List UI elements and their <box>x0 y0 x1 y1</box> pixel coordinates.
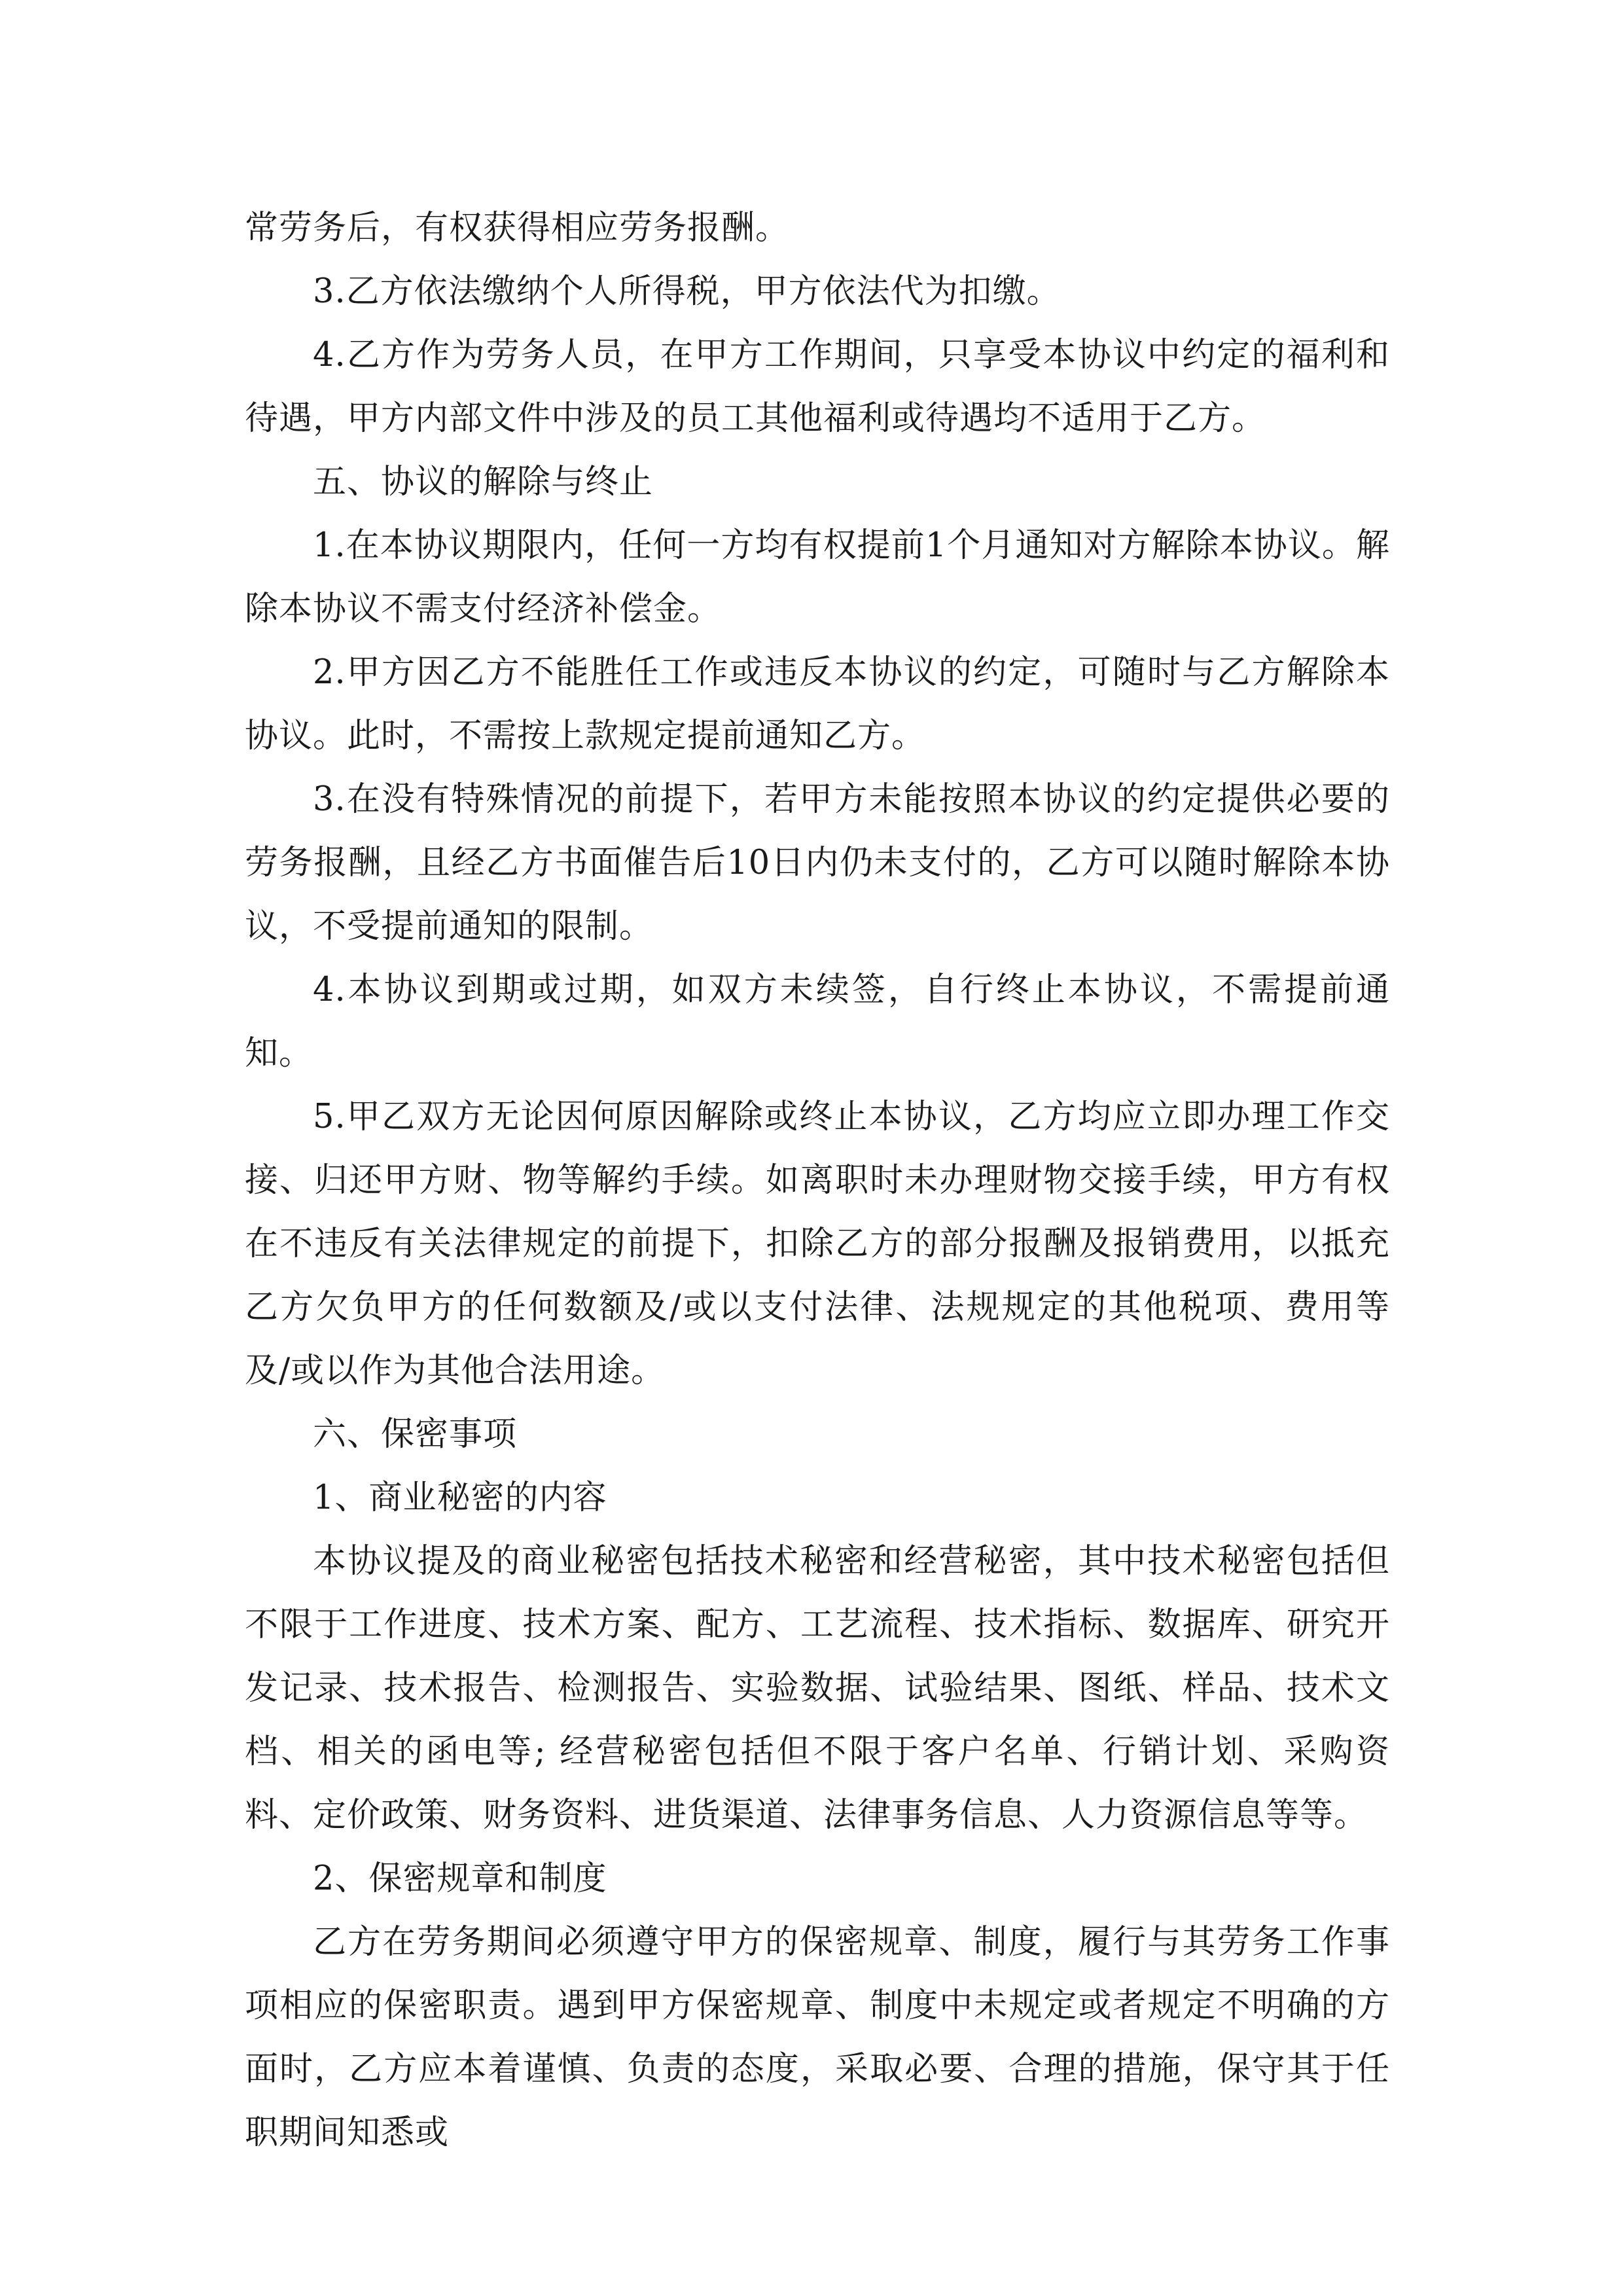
paragraph: 5.甲乙双方无论因何原因解除或终止本协议，乙方均应立即办理工作交接、归还甲方财、物等解约手续。如离职时未办理财物交接手续，甲方有权在不违反有关法律规定的前提下，扣除乙方的部分报酬及报销费用，以抵充乙方欠负甲方的任何数额及/或以支付法律、法规规定的其他税项、费用等及/或以作为其他合法用途。 <box>245 1098 1390 1390</box>
section-heading: 五、协议的解除与终止 <box>313 463 654 501</box>
paragraph: 乙方在劳务期间必须遵守甲方的保密规章、制度，履行与其劳务工作事项相应的保密职责。遇到甲方保密规章、制度中未规定或者规定不明确的方面时，乙方应本着谨慎、负责的态度，采取必要、合理的措施，保守其于任职期间知悉或 <box>245 1923 1390 2152</box>
paragraph: 4.本协议到期或过期，如双方未续签，自行终止本协议，不需提前通知。 <box>245 971 1390 1073</box>
subsection-heading: 2、保密规章和制度 <box>313 1859 607 1898</box>
paragraph: 本协议提及的商业秘密包括技术秘密和经营秘密，其中技术秘密包括但不限于工作进度、技术方案、配方、工艺流程、技术指标、数据库、研究开发记录、技术报告、检测报告、实验数据、试验结果、图纸、样品、技术文档、相关的函电等; 经营秘密包括但不限于客户名单、行销计划、采购资料、定价政策、财务资料、进货渠道、法律事务信息、人力资源信息等等。 <box>245 1542 1390 1835</box>
section-heading: 六、保密事项 <box>313 1415 518 1454</box>
paragraph: 3.在没有特殊情况的前提下，若甲方未能按照本协议的约定提供必要的劳务报酬，且经乙方书面催告后10日内仍未支付的，乙方可以随时解除本协议，不受提前通知的限制。 <box>245 780 1390 946</box>
paragraph: 常劳务后，有权获得相应劳务报酬。 <box>245 209 790 247</box>
paragraph: 3.乙方依法缴纳个人所得税，甲方依法代为扣缴。 <box>313 272 1061 311</box>
paragraph: 4.乙方作为劳务人员，在甲方工作期间，只享受本协议中约定的福利和待遇，甲方内部文件中涉及的员工其他福利或待遇均不适用于乙方。 <box>245 336 1390 438</box>
document-body <box>245 196 1390 2164</box>
paragraph: 1.在本协议期限内，任何一方均有权提前1个月通知对方解除本协议。解除本协议不需支付经济补偿金。 <box>245 526 1390 628</box>
paragraph: 2.甲方因乙方不能胜任工作或违反本协议的约定，可随时与乙方解除本协议。此时，不需按上款规定提前通知乙方。 <box>245 653 1390 755</box>
subsection-heading: 1、商业秘密的内容 <box>313 1479 607 1517</box>
